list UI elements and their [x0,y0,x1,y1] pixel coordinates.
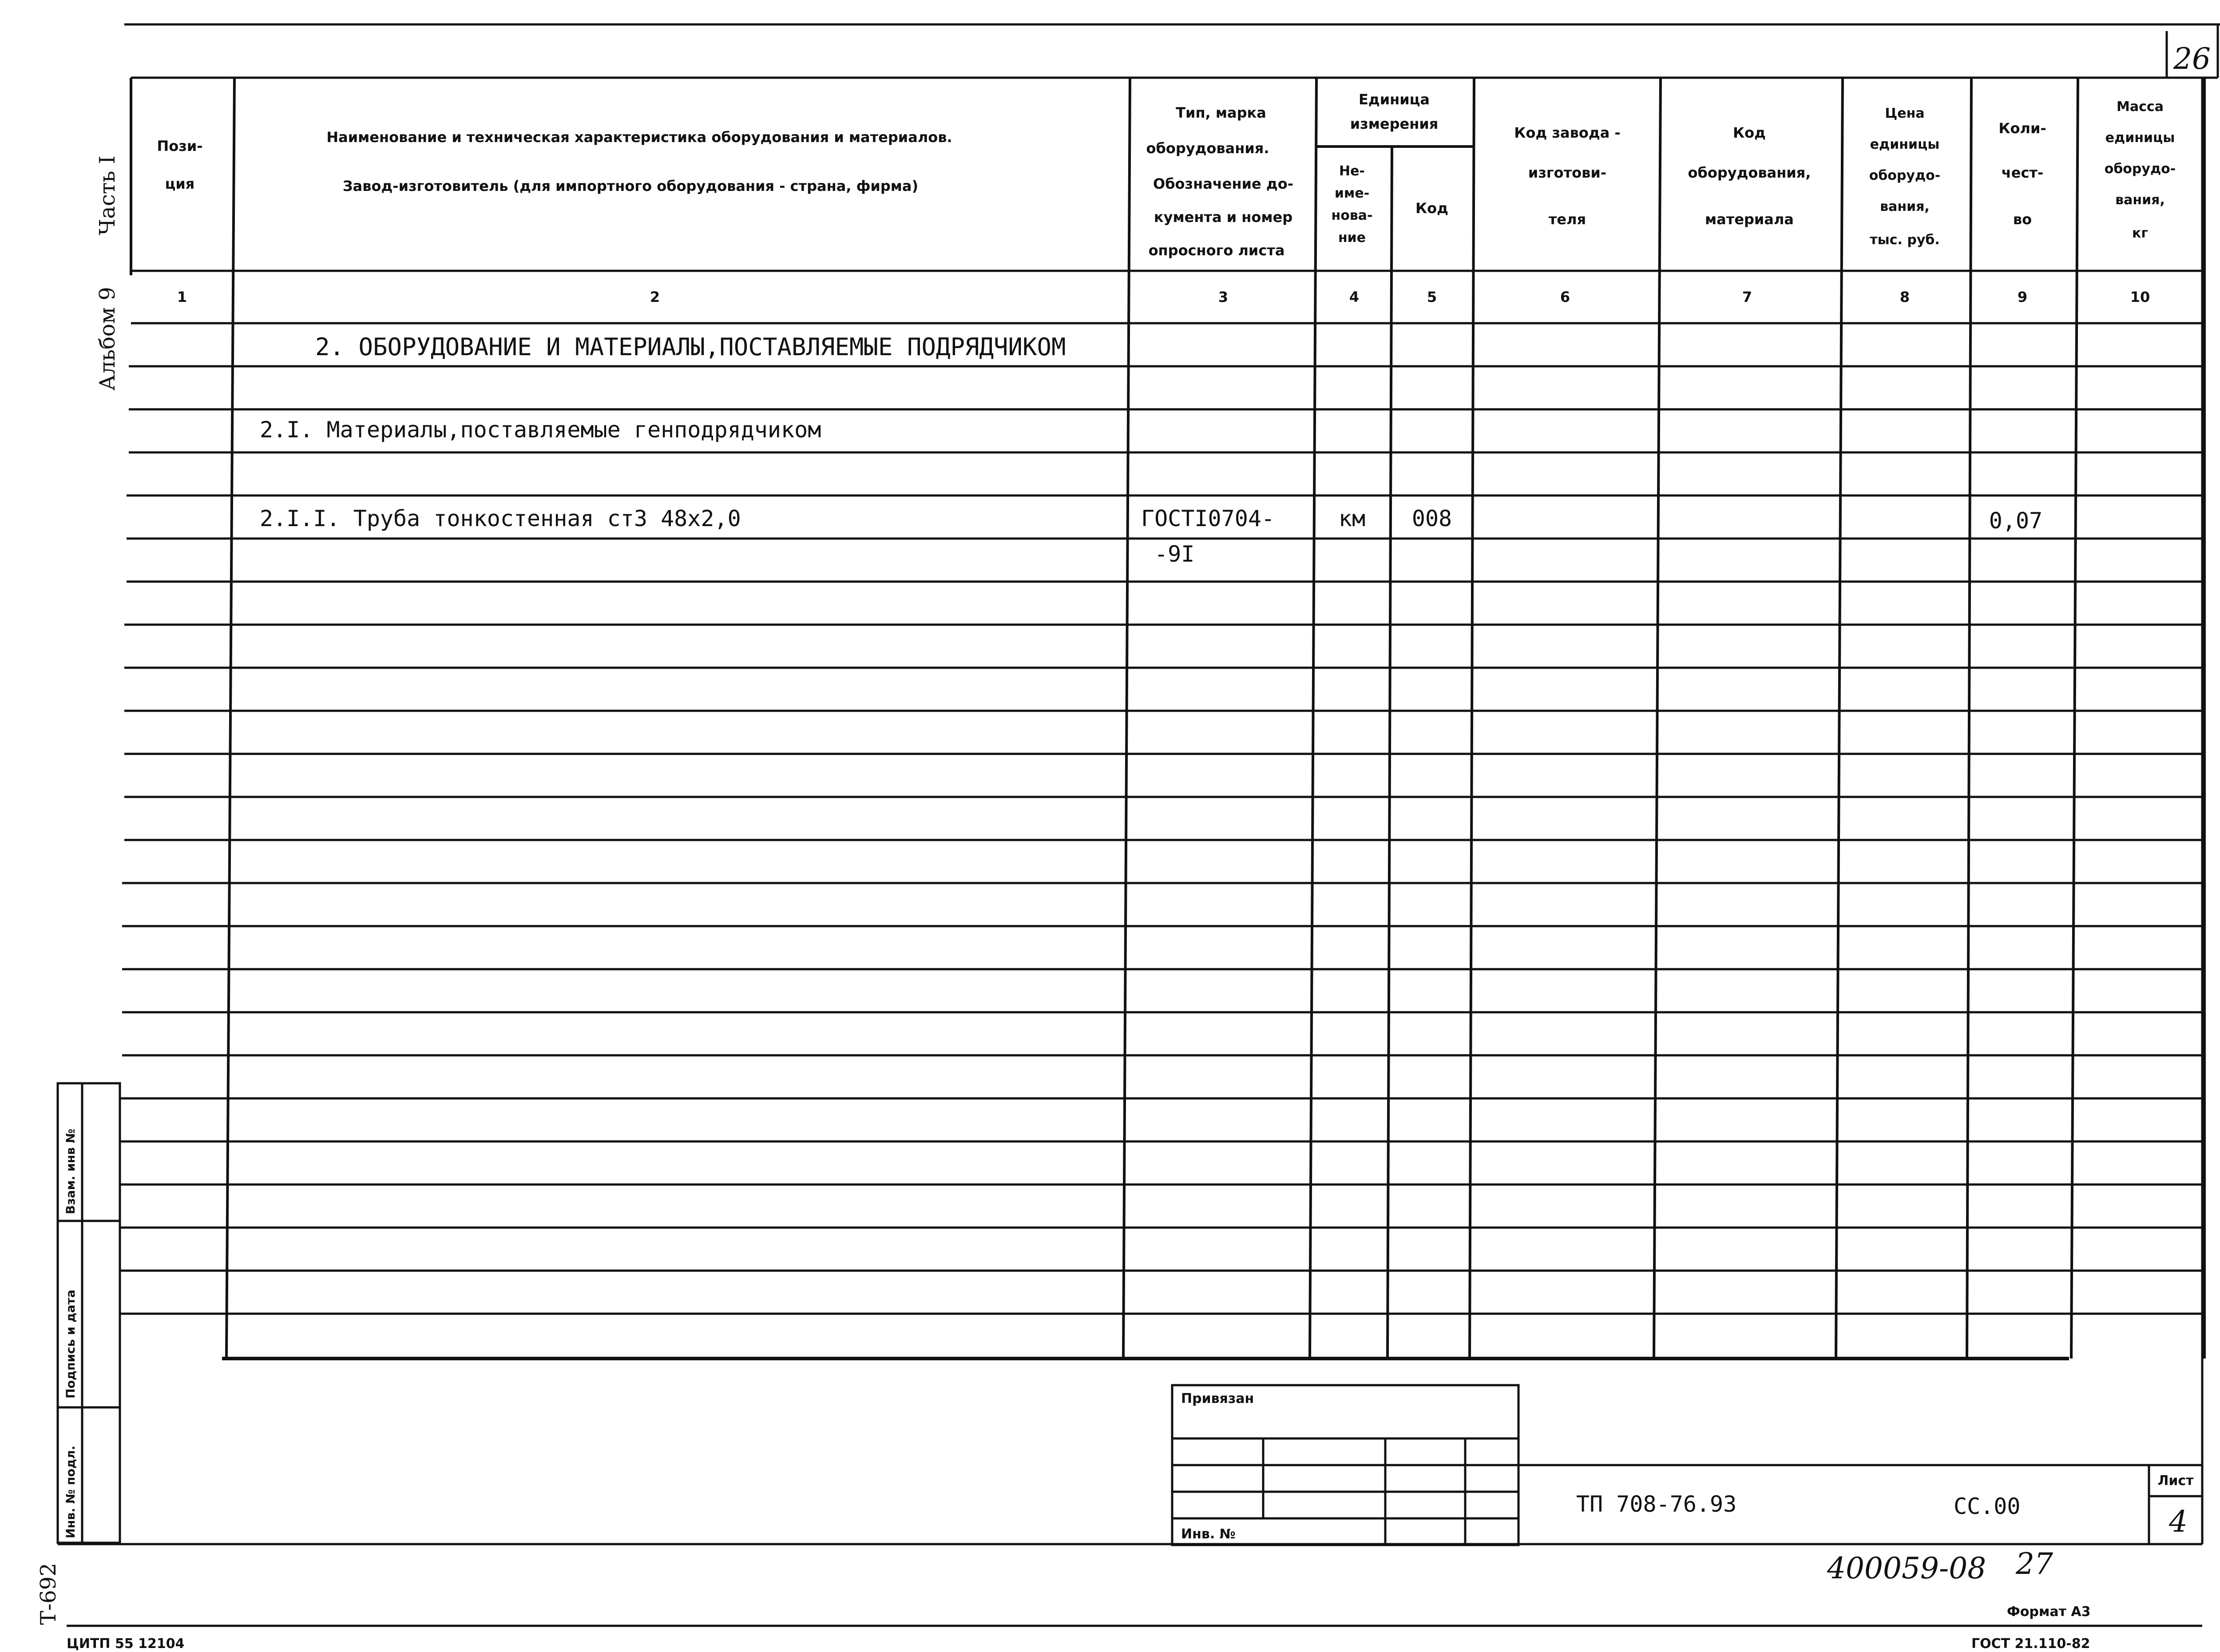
left-stamp-vzam: Взам. инв № [64,1129,78,1214]
column-number-7: 7 [1742,289,1752,305]
header-col8-line4: вания, [1880,199,1930,214]
header-col4-line4: ние [1338,230,1366,246]
header-col9-line3: во [2013,211,2032,228]
header-col7-line3: материала [1705,211,1794,228]
footer-handwritten-code: 400059-08 [1827,1551,1986,1585]
header-col7-line2: оборудования, [1688,164,1811,181]
column-number-9: 9 [2017,289,2028,305]
header-col4-line2: име- [1334,186,1370,201]
header-col10-line2: единицы [2105,130,2175,146]
header-col1-line1: Пози- [157,138,203,155]
section-title: 2. ОБОРУДОВАНИЕ И МАТЕРИАЛЫ,ПОСТАВЛЯЕМЫЕ ПОДРЯДЧИКОМ [315,333,1066,361]
stamp-code: ТП 708-76.93 [1576,1491,1737,1517]
subsection-title: 2.I. Материалы,поставляемые генподрядчиком [260,417,821,443]
stamp-approved-label: Привязан [1181,1391,1254,1406]
header-col3-line4: кумента и номер [1154,209,1293,226]
header-col10-line1: Масса [2117,99,2164,115]
footer-gost: ГОСТ 21.110-82 [1971,1636,2090,1652]
header-col3-line3: Обозначение до- [1153,175,1293,192]
footer-format: Формат А3 [2007,1604,2091,1620]
header-col4-line1: Не- [1339,163,1365,179]
header-col3-line5: опросного листа [1148,242,1285,259]
footer-left-code: Т-692 [36,1563,61,1625]
stamp-mark: СС.00 [1954,1494,2021,1519]
column-number-10: 10 [2130,289,2150,305]
column-number-2: 2 [650,289,660,305]
footer-handwritten-num: 27 [2016,1547,2053,1581]
title-block [1172,1385,2202,1545]
frame [58,24,2220,1626]
header-col4-line3: нова- [1331,208,1373,223]
header-col8-line2: единицы [1870,137,1940,152]
stamp-sheet-label: Лист [2157,1473,2194,1489]
header-unit-group-line1: Единица [1359,91,1430,108]
header-col10-line4: вания, [2115,192,2165,208]
left-stamp-podpis: Подпись и дата [64,1289,78,1398]
header-col6-line3: теля [1548,211,1586,228]
column-number-3: 3 [1218,289,1229,305]
header-col5: Код [1415,200,1448,217]
stamp-inv-label: Инв. № [1181,1526,1236,1542]
header-col9-line2: чест- [2001,164,2044,181]
header-col6-line1: Код завода - [1514,124,1621,141]
header-col9-line1: Коли- [1998,120,2046,137]
item-unit-code: 008 [1411,506,1452,531]
item-name: 2.I.I. Труба тонкостенная ст3 48х2,0 [260,506,741,531]
stamp-sheet-value: 4 [2169,1505,2188,1539]
header-col10-line3: оборудо- [2104,161,2176,177]
sheet-number-handwritten: 26 [2173,42,2211,76]
item-quantity: 0,07 [1989,508,2043,534]
column-number-1: 1 [177,289,187,305]
column-number-4: 4 [1349,289,1360,305]
header-col7-line1: Код [1733,124,1766,141]
header-col2-line1: Наименование и техническая характеристика оборудования и материалов. [326,129,952,146]
header-col8-line3: оборудо- [1869,168,1941,183]
item-doc-line2: -9I [1154,541,1195,567]
header-col3-line2: оборудования. [1146,140,1269,157]
left-stamp-inv-podl: Инв. № подл. [64,1446,78,1538]
header-unit-group-line2: измерения [1350,115,1439,132]
header-col10-line5: кг [2132,226,2149,241]
column-number-8: 8 [1899,289,1910,305]
header-col6-line2: изготови- [1528,164,1607,181]
footer-cintp: ЦИТП 55 12104 [67,1636,185,1652]
header-col3-line1: Тип, марка [1176,104,1266,121]
column-number-5: 5 [1427,289,1437,305]
header-col8-line1: Цена [1885,106,1925,121]
side-label-part: Часть I [95,155,120,235]
header-col8-line5: тыс. руб. [1870,232,1940,248]
item-doc-line1: ГОСТI0704- [1141,506,1275,531]
header-col1-line2: ция [165,175,195,192]
column-number-6: 6 [1560,289,1570,305]
side-label-album: Альбом 9 [95,287,120,391]
header-col2-line2: Завод-изготовитель (для импортного оборудования - страна, фирма) [342,178,919,194]
column-numbers-row [177,289,2150,305]
item-unit-name: км [1338,506,1366,531]
